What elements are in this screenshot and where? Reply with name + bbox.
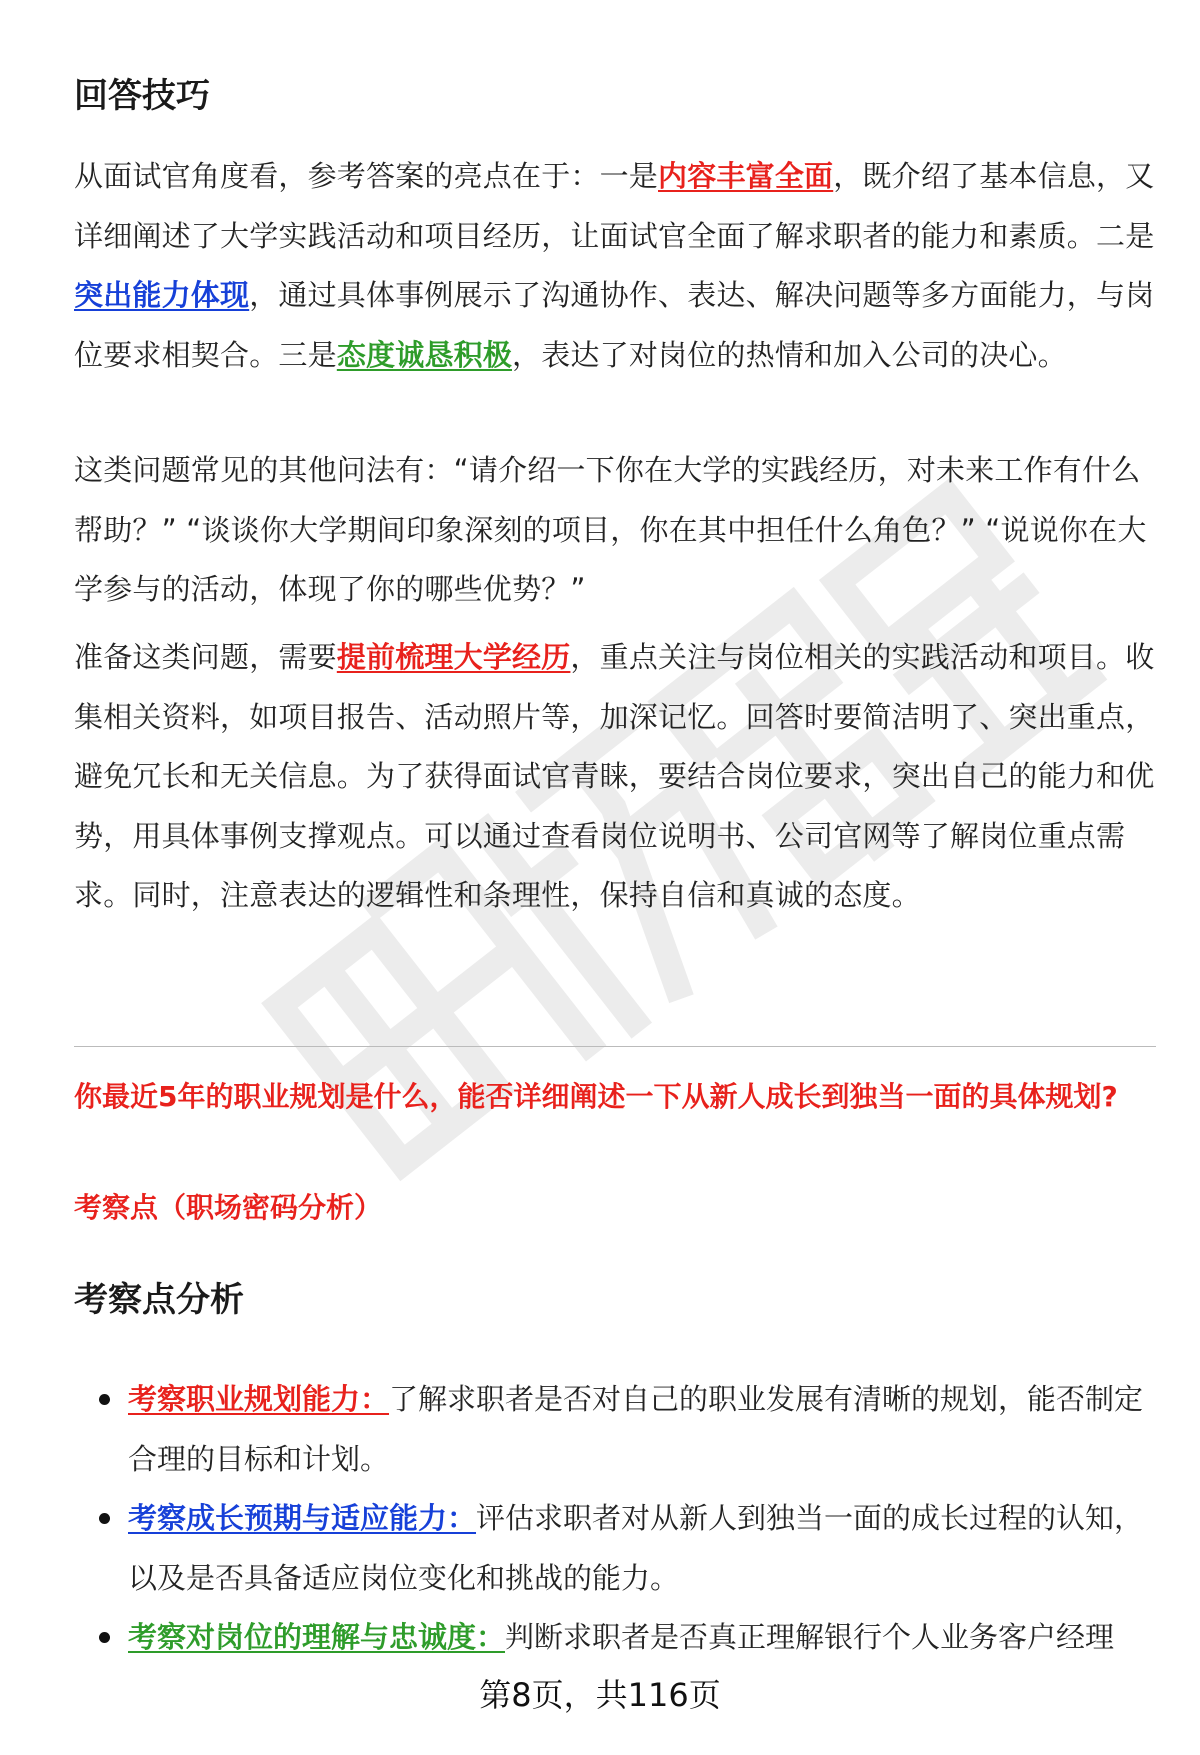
text: 准备这类问题，需要 (74, 640, 337, 674)
list-item (74, 1608, 1156, 1668)
paragraph-highlights (74, 147, 1156, 385)
text: 从面试官角度看，参考答案的亮点在于：一是 (74, 159, 659, 193)
bullet-icon (99, 1632, 110, 1643)
list-item (74, 1370, 1156, 1489)
section-title: 考察点分析 (74, 1280, 244, 1320)
text: ，既介绍了基本信息，又详细阐述了大学实践活动和项目经历，让面试官全面了解求职者的能力和素质。二是 (74, 159, 1155, 253)
list-item (74, 1489, 1156, 1608)
highlight-sort-experience: 提前梳理大学经历 (336, 640, 571, 674)
paragraph-other-questions: 这类问题常见的其他问法有：“请介绍一下你在大学的实践经历，对未来工作有什么帮助？” “谈谈你大学期间印象深刻的项目，你在其中担任什么角色？” “说说你在大学参与的活动，体现了你的哪些优势？” (74, 453, 1147, 606)
point-text: 判断求职者是否真正理解银行个人业务客户经理 (505, 1620, 1115, 1654)
bullet-icon (99, 1394, 110, 1405)
page-number: 第8页，共116页 (479, 1676, 721, 1714)
text: ，重点关注与岗位相关的实践活动和项目。收集相关资料，如项目报告、活动照片等，加深记忆。回答时要简洁明了、突出重点，避免冗长和无关信息。为了获得面试官青睐，要结合岗位要求，突出自己的能力和优势，用具体事例支撑观点。可以通过查看岗位说明书、公司官网等了解岗位重点需求。同时，注意表达的逻辑性和条理性，保持自信和真诚的态度。 (74, 640, 1155, 912)
bullet-icon (99, 1513, 110, 1524)
assessment-list (74, 1370, 1156, 1668)
paragraph-preparation (74, 628, 1156, 926)
highlight-ability: 突出能力体现 (74, 278, 250, 312)
highlight-content-rich: 内容丰富全面 (658, 159, 834, 193)
text: ，通过具体事例展示了沟通协作、表达、解决问题等多方面能力，与岗位要求相契合。三是 (74, 278, 1155, 372)
highlight-attitude: 态度诚恳积极 (336, 337, 513, 372)
point-label: 考察对岗位的理解与忠诚度： (128, 1620, 506, 1654)
heading-answer-tips: 回答技巧 (74, 76, 210, 116)
text: ，表达了对岗位的热情和加入公司的决心。 (512, 337, 1067, 372)
point-text: 了解求职者是否对自己的职业发展有清晰的规划，能否制定合理的目标和计划。 (128, 1382, 1144, 1476)
section-divider (74, 1046, 1156, 1047)
point-label: 考察成长预期与适应能力： (128, 1501, 477, 1535)
point-text: 评估求职者对从新人到独当一面的成长过程的认知，以及是否具备适应岗位变化和挑战的能力。 (128, 1501, 1144, 1595)
point-label: 考察职业规划能力： (128, 1382, 390, 1416)
assessment-label: 考察点（职场密码分析） (74, 1191, 383, 1224)
question-title: 你最近5年的职业规划是什么，能否详细阐述一下从新人成长到独当一面的具体规划? (74, 1080, 1118, 1113)
